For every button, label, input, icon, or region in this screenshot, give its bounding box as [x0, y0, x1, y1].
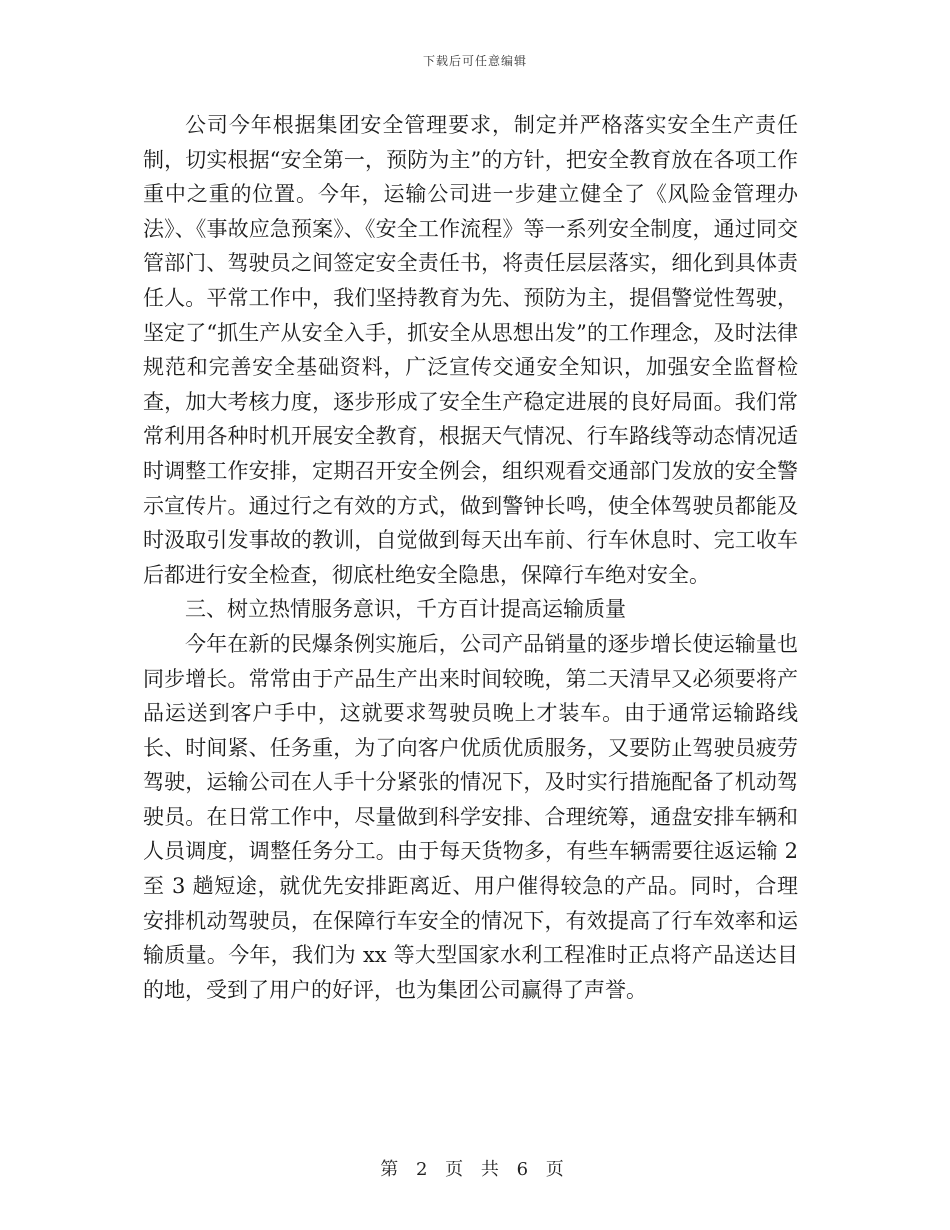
paragraph-safety-management: 公司今年根据集团安全管理要求，制定并严格落实安全生产责任制，切实根据“安全第一，预防为主”的方针，把安全教育放在各项工作重中之重的位置。今年，运输公司进一步建立健全了《风险金管理办法》、《事故应急预案》、《安全工作流程》等一系列安全制度，通过同交管部门、驾驶员之间签定安全责任书，将责任层层落实，细化到具体责任人。平常工作中，我们坚持教育为先、预防为主，提倡警觉性驾驶，坚定了“抓生产从安全入手，抓安全从思想出发”的工作理念，及时法律规范和完善安全基础资料，广泛宣传交通安全知识，加强安全监督检查，加大考核力度，逐步形成了安全生产稳定进展的良好局面。我们常常利用各种时机开展安全教育，根据天气情况、行车路线等动态情况适时调整工作安排，定期召开安全例会，组织观看交通部门发放的安全警示宣传片。通过行之有效的方式，做到警钟长鸣，使全体驾驶员都能及时汲取引发事故的教训，自觉做到每天出车前、行车休息时、完工收车后都进行安全检查，彻底杜绝安全隐患，保障行车绝对安全。	[143, 113, 798, 587]
page-number-footer: 第 2 页 共 6 页	[380, 1159, 570, 1180]
section-heading-service-quality: 三、树立热情服务意识，千方百计提高运输质量	[185, 597, 626, 622]
page-header: 下载后可任意编辑	[422, 54, 527, 68]
paragraph-transport-quality: 今年在新的民爆条例实施后，公司产品销量的逐步增长使运输量也同步增长。常常由于产品生产出来时间较晚，第二天清早又必须要将产品运送到客户手中，这就要求驾驶员晚上才装车。由于通常运输路线长、时间紧、任务重，为了向客户优质优质服务，又要防止驾驶员疲劳驾驶，运输公司在人手十分紧张的情况下，及时实行措施配备了机动驾驶员。在日常工作中，尽量做到科学安排、合理统筹，通盘安排车辆和人员调度，调整任务分工。由于每天货物多，有些车辆需要往返运输 2 至 3 趟短途，就优先安排距离近、用户催得较急的产品。同时，合理安排机动驾驶员，在保障行车安全的情况下，有效提高了行车效率和运输质量。今年，我们为 xx 等大型国家水利工程准时正点将产品送达目的地，受到了用户的好评，也为集团公司赢得了声誉。	[143, 631, 798, 1002]
document-body	[143, 108, 798, 1007]
